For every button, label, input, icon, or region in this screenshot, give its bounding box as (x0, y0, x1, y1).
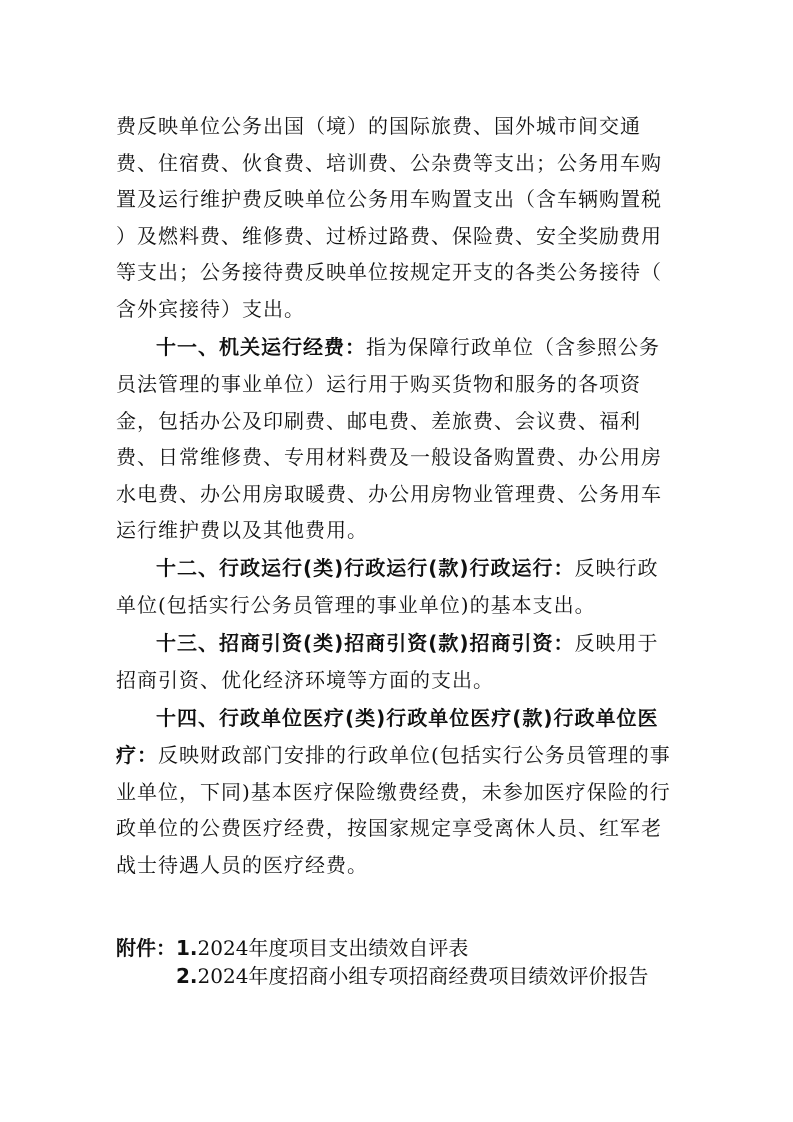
continuation-line-5: 等支出；公务接待费反映单位按规定开支的各类公务接待（ (116, 260, 662, 284)
continuation-line-2: 费、住宿费、伙食费、培训费、公杂费等支出；公务用车购 (116, 151, 662, 175)
attachment-number-2: 2. (176, 964, 198, 988)
section-11-first-line (156, 335, 660, 359)
attachment-number-1: 1. (176, 936, 198, 960)
attachments-label: 附件： (116, 936, 176, 960)
section-13-line-2: 招商引资、优化经济环境等方面的支出。 (116, 668, 494, 692)
section-11-line-5: 水电费、办公用房取暖费、办公用房物业管理费、公务用车 (116, 482, 662, 506)
section-11-line-6: 运行维护费以及其他费用。 (116, 518, 368, 542)
attachment-item-2 (176, 964, 648, 988)
section-12-heading: 十二、行政运行(类)行政运行(款)行政运行： (156, 556, 575, 580)
section-14-heading: 十四、行政单位医疗(类)行政单位医疗(款)行政单位医 (156, 706, 659, 730)
section-11-line-2: 员法管理的事业单位）运行用于购买货物和服务的各项资 (116, 372, 641, 396)
section-11-line-3: 金，包括办公及印刷费、邮电费、差旅费、会议费、福利 (116, 409, 641, 433)
continuation-line-6: 含外宾接待）支出。 (116, 297, 305, 321)
continuation-line-4: ）及燃料费、维修费、过桥过路费、保险费、安全奖励费用 (116, 224, 662, 248)
section-12-first-line (156, 556, 659, 580)
section-14-line-2 (116, 743, 671, 767)
section-13-first-line (156, 631, 659, 655)
section-13-heading: 十三、招商引资(类)招商引资(款)招商引资： (156, 631, 575, 655)
section-14-heading-end: 疗： (116, 743, 158, 767)
section-14-line-4: 政单位的公费医疗经费，按国家规定享受离休人员、红军老 (116, 816, 662, 840)
section-13-intro: 反映用于 (574, 631, 659, 655)
continuation-line-1: 费反映单位公务出国（境）的国际旅费、国外城市间交通 (116, 114, 641, 138)
section-14-intro: 反映财政部门安排的行政单位(包括实行公务员管理的事 (158, 743, 671, 767)
section-11-heading: 十一、机关运行经费： (156, 335, 366, 359)
continuation-line-3: 置及运行维护费反映单位公务用车购置支出（含车辆购置税 (116, 187, 662, 211)
attachment-item-1 (176, 936, 468, 960)
section-14-line-3: 业单位，下同)基本医疗保险缴费经费，未参加医疗保险的行 (116, 780, 671, 804)
section-11-intro: 指为保障行政单位（含参照公务 (366, 335, 660, 359)
attachment-title-2: 2024年度招商小组专项招商经费项目绩效评价报告 (197, 964, 649, 988)
section-12-line-2: 单位(包括实行公务员管理的事业单位)的基本支出。 (116, 593, 596, 617)
section-11-line-4: 费、日常维修费、专用材料费及一般设备购置费、办公用房 (116, 445, 662, 469)
section-14-line-5: 战士待遇人员的医疗经费。 (116, 853, 368, 877)
attachment-title-1: 2024年度项目支出绩效自评表 (197, 936, 469, 960)
section-12-intro: 反映行政 (574, 556, 659, 580)
